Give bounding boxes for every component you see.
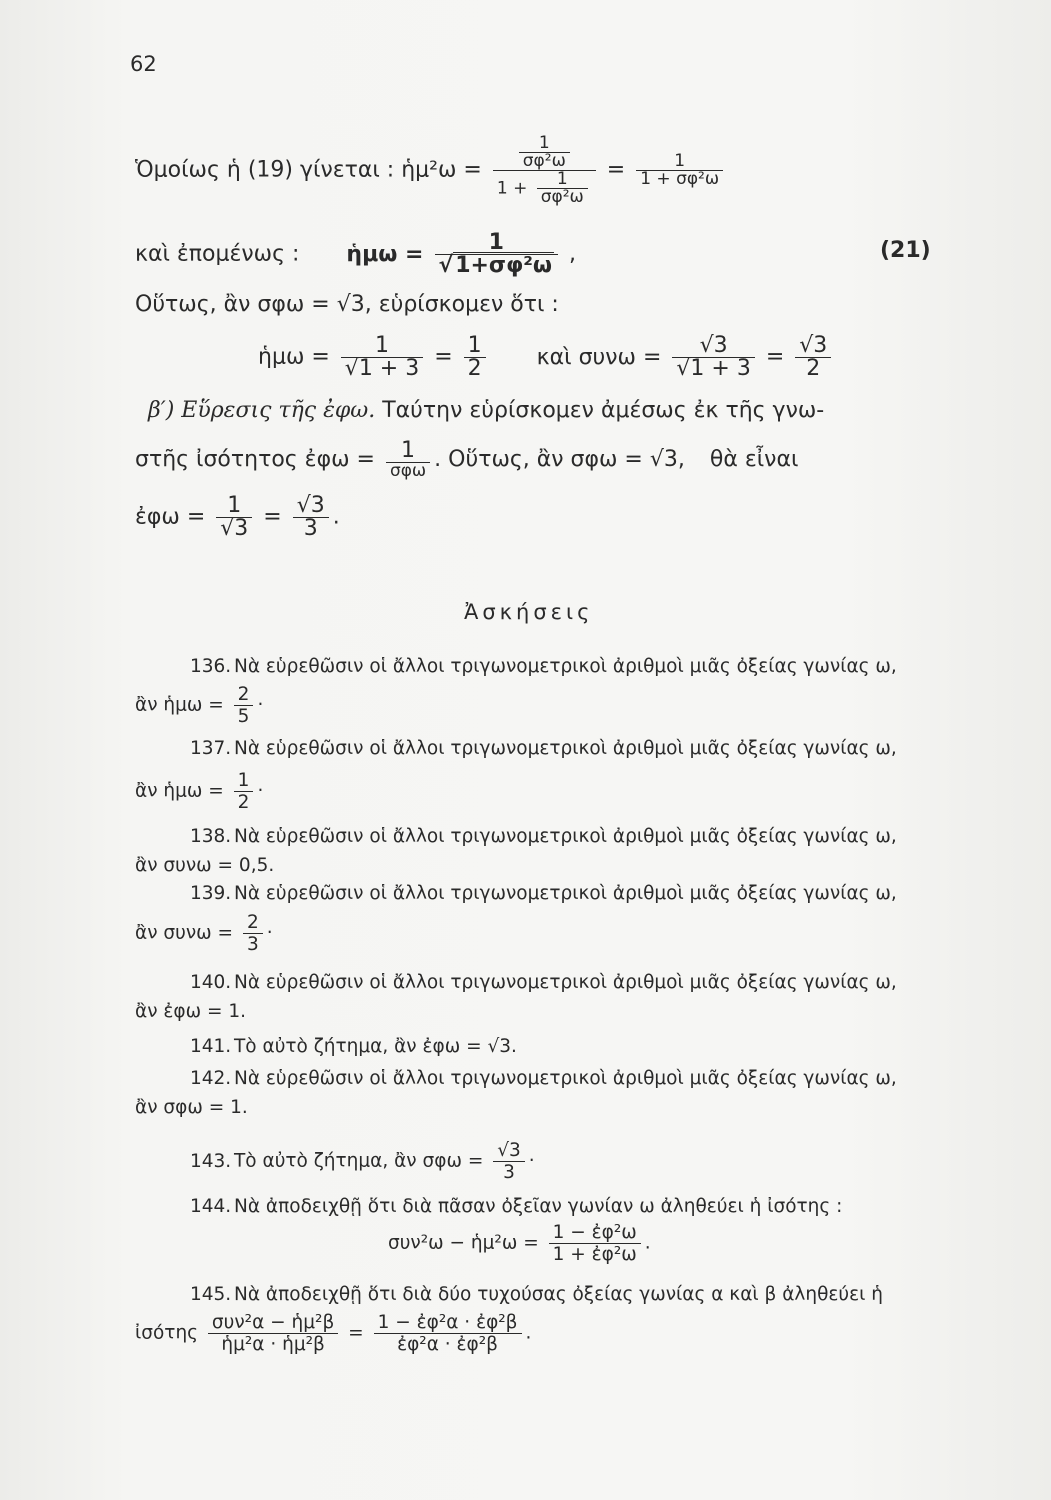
inner-fraction-bottom bbox=[537, 171, 588, 206]
exercise-text: Νὰ εὑρεθῶσιν οἱ ἄλλοι τριγωνομετρικοὶ ἀριθμοὶ μιᾶς ὀξείας γωνίας ω, bbox=[234, 883, 897, 904]
exercise-136-condition: ἂν ἡμω = $\frac{2}{5}$ · bbox=[135, 684, 264, 727]
text: Οὕτως, ἂν σφω = bbox=[135, 292, 330, 317]
equals: = bbox=[348, 1322, 364, 1344]
formula-sin-squared bbox=[135, 135, 727, 206]
denominator: 5 bbox=[237, 706, 250, 727]
exercise-number: 138. bbox=[190, 826, 232, 847]
condition: ἂν ἡμω = bbox=[135, 694, 224, 716]
lhs: συν²ω − ἡμ²ω = bbox=[388, 1232, 539, 1254]
exercise-145-formula: ἰσότης $\frac{\text{συν²α − ἡμ²β}}{\text{ἡμ²α · ἡμ²β}}$ = $\frac{\text{1 − ἐφ²α · ἐφ²β}}{\text{ἐφ²α · ἐφ²β}}$ . bbox=[135, 1312, 532, 1355]
fraction bbox=[386, 440, 430, 480]
fraction-1 bbox=[216, 495, 252, 540]
condition: ἂν συνω = bbox=[135, 922, 234, 944]
exercise-number: 145. bbox=[190, 1284, 232, 1305]
numerator: 1 bbox=[435, 232, 559, 255]
fraction-3 bbox=[672, 335, 754, 380]
root-value: √3, bbox=[649, 447, 685, 472]
exercise-137-condition: ἂν ἡμω = $\frac{1}{2}$ · bbox=[135, 770, 264, 813]
fraction bbox=[493, 1140, 525, 1183]
fraction-1 bbox=[208, 1312, 338, 1355]
exercise-text: Νὰ εὑρεθῶσιν οἱ ἄλλοι τριγωνομετρικοὶ ἀριθμοὶ μιᾶς ὀξείας γωνίας ω, bbox=[234, 972, 897, 993]
numerator: 1 bbox=[537, 171, 588, 189]
denominator: 2 bbox=[467, 356, 482, 381]
lhs: ἡμω = bbox=[258, 344, 330, 370]
exercise-136 bbox=[190, 656, 897, 677]
exercise-144-formula: συν²ω − ἡμ²ω = $\frac{\text{1 − ἐφ²ω}}{\text{1 + ἐφ²ω}}$ . bbox=[388, 1222, 651, 1265]
intro-text: Ὁμοίως ἡ (19) γίνεται : bbox=[135, 157, 395, 183]
denominator-prefix: 1 + bbox=[496, 178, 528, 199]
numerator: √3 bbox=[493, 1140, 525, 1162]
exercise-138 bbox=[190, 826, 897, 847]
exercise-142 bbox=[190, 1068, 897, 1089]
comma: , bbox=[569, 241, 577, 267]
numerator: 1 bbox=[234, 770, 254, 792]
denominator: √1 + 3 bbox=[344, 356, 420, 381]
exercise-145 bbox=[190, 1284, 883, 1305]
fraction bbox=[234, 770, 254, 813]
numerator: 1 bbox=[216, 495, 252, 518]
section-label: β′) Εὕρεσις τῆς ἐφω. bbox=[148, 398, 376, 423]
exercise-text: Τὸ αὐτὸ ζήτημα, ἂν σφω = bbox=[234, 1150, 484, 1172]
equals: = bbox=[765, 344, 785, 370]
exercise-text: Νὰ εὑρεθῶσιν οἱ ἄλλοι τριγωνομετρικοὶ ἀριθμοὶ μιᾶς ὀξείας γωνίας ω, bbox=[234, 738, 897, 759]
rhs-fraction bbox=[636, 153, 723, 188]
lhs: ἡμω = bbox=[346, 241, 424, 267]
exercise-number: 137. bbox=[190, 738, 232, 759]
numerator: 1 bbox=[636, 153, 723, 171]
exercise-139 bbox=[190, 883, 897, 904]
numerator: 1 − ἐφ²ω bbox=[549, 1222, 641, 1244]
fraction-2 bbox=[293, 495, 329, 540]
denominator: √1 + 3 bbox=[676, 356, 751, 381]
fraction bbox=[243, 912, 263, 955]
exercises-heading: Ἀσκήσεις bbox=[464, 600, 594, 624]
fraction-1 bbox=[341, 335, 423, 380]
text-line-6 bbox=[135, 440, 798, 480]
numerator: 1 bbox=[341, 335, 423, 358]
fraction-4 bbox=[795, 335, 831, 380]
big-fraction-numerator bbox=[493, 135, 596, 171]
root-sign: √ bbox=[438, 253, 454, 278]
numerator: 1 − ἐφ²α · ἐφ²β bbox=[374, 1312, 522, 1334]
exercise-number: 141. bbox=[190, 1036, 232, 1057]
denominator: σφ²ω bbox=[522, 151, 566, 171]
text: στῆς ἰσότητος ἐφω = bbox=[135, 447, 375, 472]
lhs: ἡμ²ω = bbox=[401, 157, 482, 183]
fraction bbox=[234, 684, 254, 727]
exercise-text: Τὸ αὐτὸ ζήτημα, ἂν ἐφω = bbox=[234, 1036, 482, 1057]
exercise-141 bbox=[190, 1036, 517, 1057]
exercise-text: Νὰ ἀποδειχθῇ ὅτι διὰ πᾶσαν ὀξεῖαν γωνίαν ω ἀληθεύει ἡ ἰσότης : bbox=[234, 1196, 843, 1217]
fraction-2 bbox=[374, 1312, 522, 1355]
condition: ἂν ἡμω = bbox=[135, 780, 224, 802]
radicand: 1+σφ²ω bbox=[455, 253, 553, 278]
denominator: 3 bbox=[503, 1162, 515, 1183]
formula-values bbox=[258, 335, 835, 380]
denominator: √3 bbox=[220, 516, 249, 541]
numerator: 1 bbox=[464, 335, 486, 358]
denominator: 3 bbox=[303, 516, 318, 541]
inner-fraction-top bbox=[519, 135, 570, 170]
big-fraction bbox=[493, 135, 596, 206]
page-number: 62 bbox=[130, 52, 157, 76]
denominator: 1 + ἐφ²ω bbox=[552, 1244, 637, 1265]
exercise-number: 143. bbox=[190, 1150, 232, 1172]
intro-text: καὶ ἐπομένως : bbox=[135, 241, 300, 267]
numerator: 2 bbox=[243, 912, 263, 934]
exercise-text: Νὰ εὑρεθῶσιν οἱ ἄλλοι τριγωνομετρικοὶ ἀριθμοὶ μιᾶς ὀξείας γωνίας ω, bbox=[234, 656, 897, 677]
denominator: σφ²ω bbox=[540, 187, 584, 207]
numerator: √3 bbox=[672, 335, 754, 358]
formula-21 bbox=[135, 232, 576, 277]
text: καὶ συνω = bbox=[536, 344, 662, 370]
equals: = bbox=[263, 504, 282, 530]
text: , εὑρίσκομεν ὅτι : bbox=[364, 292, 559, 317]
period: . bbox=[332, 504, 340, 530]
numerator: √3 bbox=[293, 495, 329, 518]
text-line-3 bbox=[135, 294, 559, 316]
denominator: 2 bbox=[237, 792, 250, 813]
numerator: 1 bbox=[519, 135, 570, 153]
fraction bbox=[549, 1222, 641, 1265]
exercise-number: 144. bbox=[190, 1196, 232, 1217]
lhs: ἐφω = bbox=[135, 504, 206, 530]
exercise-number: 139. bbox=[190, 883, 232, 904]
fraction bbox=[435, 232, 559, 277]
denominator bbox=[435, 255, 559, 277]
big-fraction-denominator bbox=[493, 171, 596, 206]
text: θὰ εἶναι bbox=[709, 447, 799, 472]
root-value: √3. bbox=[487, 1036, 517, 1057]
equals: = bbox=[434, 344, 453, 370]
formula-tan bbox=[135, 495, 340, 540]
exercise-text: Νὰ ἀποδειχθῇ ὅτι διὰ δύο τυχούσας ὀξείας γωνίας α καὶ β ἀληθεύει ἡ bbox=[234, 1284, 883, 1305]
numerator: 2 bbox=[234, 684, 254, 706]
exercise-text: Νὰ εὑρεθῶσιν οἱ ἄλλοι τριγωνομετρικοὶ ἀριθμοὶ μιᾶς ὀξείας γωνίας ω, bbox=[234, 826, 897, 847]
numerator: 1 bbox=[386, 440, 430, 463]
exercise-139-condition: ἂν συνω = $\frac{2}{3}$ · bbox=[135, 912, 273, 955]
exercise-number: 140. bbox=[190, 972, 232, 993]
fraction-2 bbox=[464, 335, 486, 380]
word: ἰσότης bbox=[135, 1322, 199, 1344]
denominator: ἡμ²α · ἡμ²β bbox=[221, 1334, 325, 1355]
denominator: σφω bbox=[389, 461, 427, 481]
text: . Οὕτως, ἂν σφω = bbox=[434, 447, 643, 472]
exercise-140-condition: ἂν ἐφω = 1. bbox=[135, 1001, 247, 1022]
denominator: ἐφ²α · ἐφ²β bbox=[397, 1334, 498, 1355]
equals: = bbox=[606, 157, 626, 183]
text-line-5 bbox=[148, 400, 824, 422]
exercise-text: Νὰ εὑρεθῶσιν οἱ ἄλλοι τριγωνομετρικοὶ ἀριθμοὶ μιᾶς ὀξείας γωνίας ω, bbox=[234, 1068, 897, 1089]
text: Ταύτην εὑρίσκομεν ἀμέσως ἐκ τῆς γνω- bbox=[382, 398, 825, 423]
numerator: √3 bbox=[795, 335, 831, 358]
denominator: 1 + σφ²ω bbox=[640, 169, 720, 189]
exercise-140 bbox=[190, 972, 897, 993]
exercise-138-condition: ἂν συνω = 0,5. bbox=[135, 855, 275, 876]
equation-tag: (21) bbox=[880, 238, 931, 263]
exercise-number: 142. bbox=[190, 1068, 232, 1089]
exercise-142-condition: ἂν σφω = 1. bbox=[135, 1097, 248, 1118]
numerator: συν²α − ἡμ²β bbox=[208, 1312, 338, 1334]
root-value: √3 bbox=[336, 292, 365, 317]
denominator: 3 bbox=[246, 934, 259, 955]
exercise-number: 136. bbox=[190, 656, 232, 677]
exercise-143: 143. Τὸ αὐτὸ ζήτημα, ἂν σφω = $\frac{√3}{3}$ · bbox=[190, 1140, 535, 1183]
exercise-137 bbox=[190, 738, 897, 759]
denominator: 2 bbox=[806, 356, 821, 381]
exercise-144 bbox=[190, 1196, 842, 1217]
